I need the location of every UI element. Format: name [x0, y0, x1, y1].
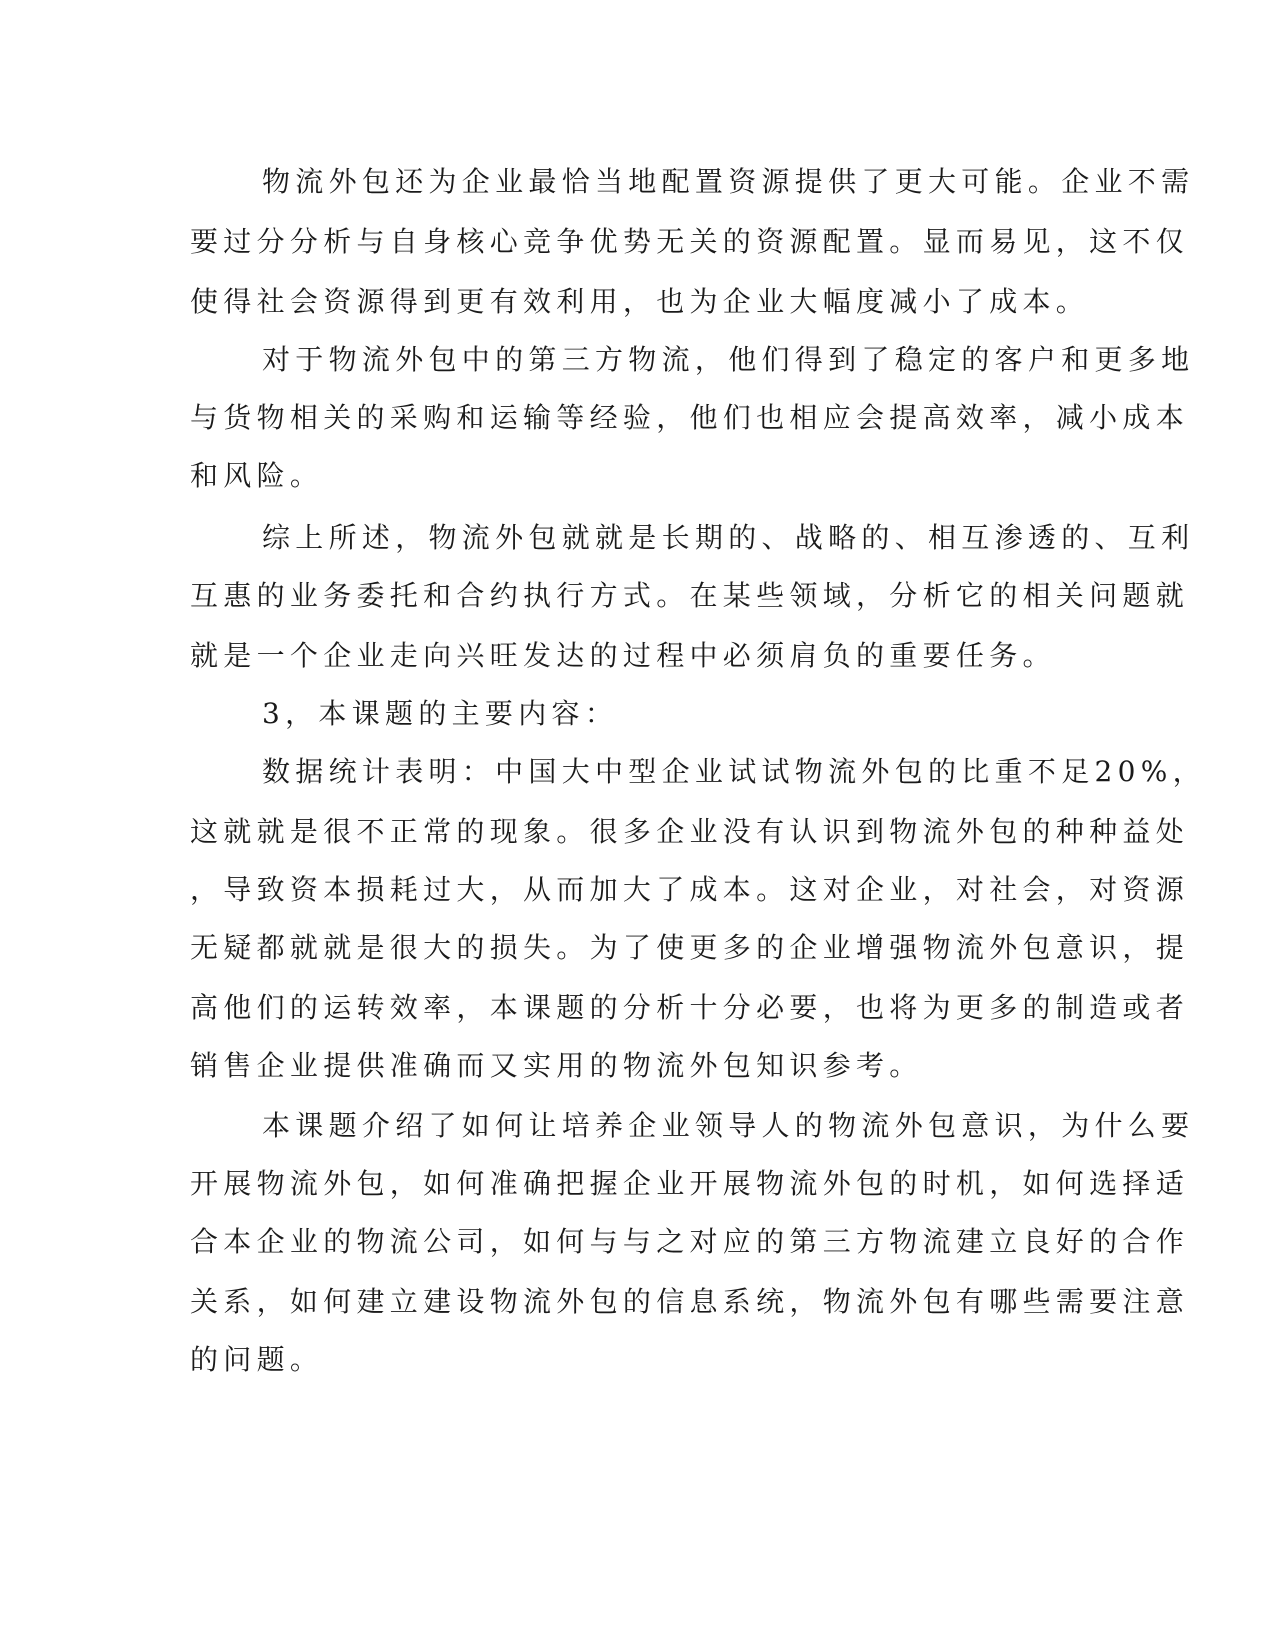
- paragraph-line: 本课题介绍了如何让培养企业领导人的物流外包意识，为什么要: [262, 1109, 1195, 1142]
- paragraph-line: 关系，如何建立建设物流外包的信息系统，物流外包有哪些需要注意: [190, 1285, 1190, 1318]
- paragraph-line: 与货物相关的采购和运输等经验，他们也相应会提高效率，减小成本: [190, 401, 1190, 434]
- paragraph-line: 这就就是很不正常的现象。很多企业没有认识到物流外包的种种益处: [190, 815, 1190, 848]
- paragraph-line: 要过分分析与自身核心竞争优势无关的资源配置。显而易见，这不仅: [190, 225, 1190, 258]
- paragraph-line: 物流外包还为企业最恰当地配置资源提供了更大可能。企业不需: [262, 165, 1195, 198]
- paragraph-line: 对于物流外包中的第三方物流，他们得到了稳定的客户和更多地: [262, 343, 1195, 376]
- paragraph-line: 合本企业的物流公司，如何与与之对应的第三方物流建立良好的合作: [190, 1225, 1190, 1258]
- section-heading-text: 3，本课题的主要内容：: [262, 697, 619, 730]
- paragraph-line: 使得社会资源得到更有效利用，也为企业大幅度减小了成本。: [190, 285, 1090, 318]
- paragraph-line: ，导致资本损耗过大，从而加大了成本。这对企业，对社会，对资源: [190, 873, 1190, 906]
- paragraph-line: 销售企业提供准确而又实用的物流外包知识参考。: [190, 1049, 923, 1082]
- paragraph-line: 综上所述，物流外包就就是长期的、战略的、相互渗透的、互利: [262, 521, 1195, 554]
- paragraph-line: 无疑都就就是很大的损失。为了使更多的企业增强物流外包意识，提: [190, 931, 1190, 964]
- paragraph-line: 数据统计表明：中国大中型企业试试物流外包的比重不足20%，: [262, 755, 1206, 788]
- paragraph-line: 高他们的运转效率，本课题的分析十分必要，也将为更多的制造或者: [190, 991, 1190, 1024]
- paragraph-line: 的问题。: [190, 1343, 324, 1376]
- paragraph-line: 就是一个企业走向兴旺发达的过程中必须肩负的重要任务。: [190, 639, 1056, 672]
- paragraph-line: 开展物流外包，如何准确把握企业开展物流外包的时机，如何选择适: [190, 1167, 1190, 1200]
- paragraph-line: 互惠的业务委托和合约执行方式。在某些领域，分析它的相关问题就: [190, 579, 1190, 612]
- paragraph-line: 和风险。: [190, 459, 324, 492]
